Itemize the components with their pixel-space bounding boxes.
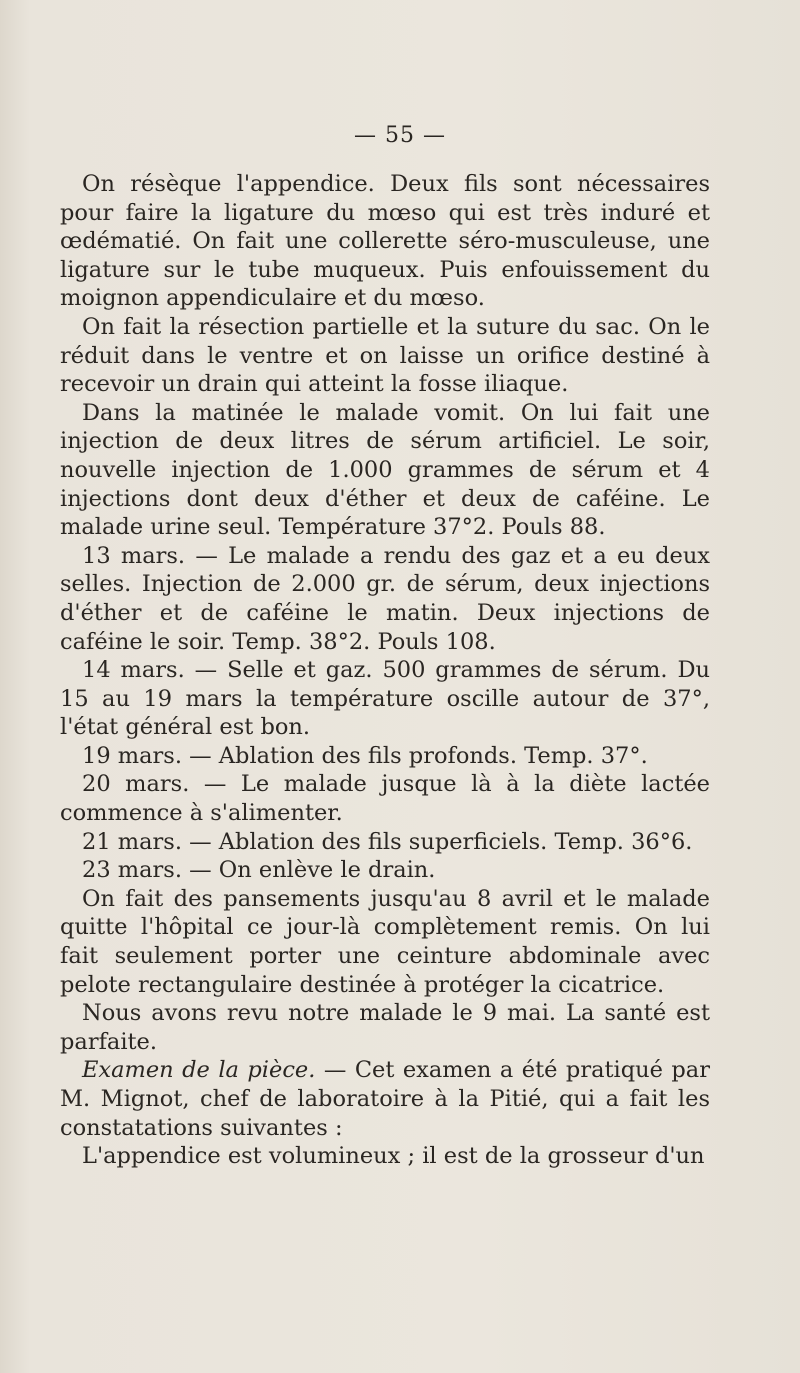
paragraph-13-mars: 13 mars. — Le malade a rendu des gaz et a eu deux selles. Injection de 2.000 gr. de sérum, deux injections d'éther et de caféine le matin. Deux injections de caféine le soir. Temp. 38°2. Pouls 108. xyxy=(60,542,710,655)
paragraph-sac: On fait la résection partielle et la suture du sac. On le réduit dans le ventre et on laisse un orifice destiné à recevoir un drain qui atteint la fosse iliaque. xyxy=(60,313,710,398)
paragraph-20-mars: 20 mars. — Le malade jusque là à la diète lactée commence à s'alimenter. xyxy=(60,771,710,827)
body-text xyxy=(60,170,710,1171)
paragraph-appendice: L'appendice est volumineux ; il est de la grosseur d'un xyxy=(82,1143,705,1170)
paragraph-23-mars: 23 mars. — On enlève le drain. xyxy=(82,857,436,884)
paragraph-resection: On résèque l'appendice. Deux fils sont nécessaires pour faire la ligature du mœso qui est très induré et œdématié. On fait une collerette séro-musculeuse, une ligature sur le tube muqueux. Puis enfouissement du moignon appendiculaire et du mœso. xyxy=(60,171,710,312)
paragraph-pansements: On fait des pansements jusqu'au 8 avril et le malade quitte l'hôpital ce jour-là complètement remis. On lui fait seulement porter une ceinture abdominale avec pelote rectangulaire destinée à protéger la cicatrice. xyxy=(60,885,710,998)
exam-text: — Cet examen a été pratiqué par M. Mignot, chef de laboratoire à la Pitié, qui a fait les constatations suivantes : xyxy=(60,1057,710,1141)
paragraph-21-mars: 21 mars. — Ablation des fils superficiels. Temp. 36°6. xyxy=(82,828,693,855)
paragraph-matinee: Dans la matinée le malade vomit. On lui fait une injection de deux litres de sérum artificiel. Le soir, nouvelle injection de 1.000 grammes de sérum et 4 injections dont deux d'éther et deux de caféine. Le malade urine seul. Température 37°2. Pouls 88. xyxy=(60,399,710,541)
exam-heading: Examen de la pièce. xyxy=(82,1057,316,1084)
paragraph-19-mars: 19 mars. — Ablation des fils profonds. Temp. 37°. xyxy=(82,742,648,769)
paragraph-examen xyxy=(60,1056,710,1142)
paragraph-14-mars: 14 mars. — Selle et gaz. 500 grammes de sérum. Du 15 au 19 mars la température oscille autour de 37°, l'état général est bon. xyxy=(60,657,710,741)
page-number: — 55 — xyxy=(354,123,446,148)
paragraph-9-mai: Nous avons revu notre malade le 9 mai. La santé est parfaite. xyxy=(60,1000,710,1055)
